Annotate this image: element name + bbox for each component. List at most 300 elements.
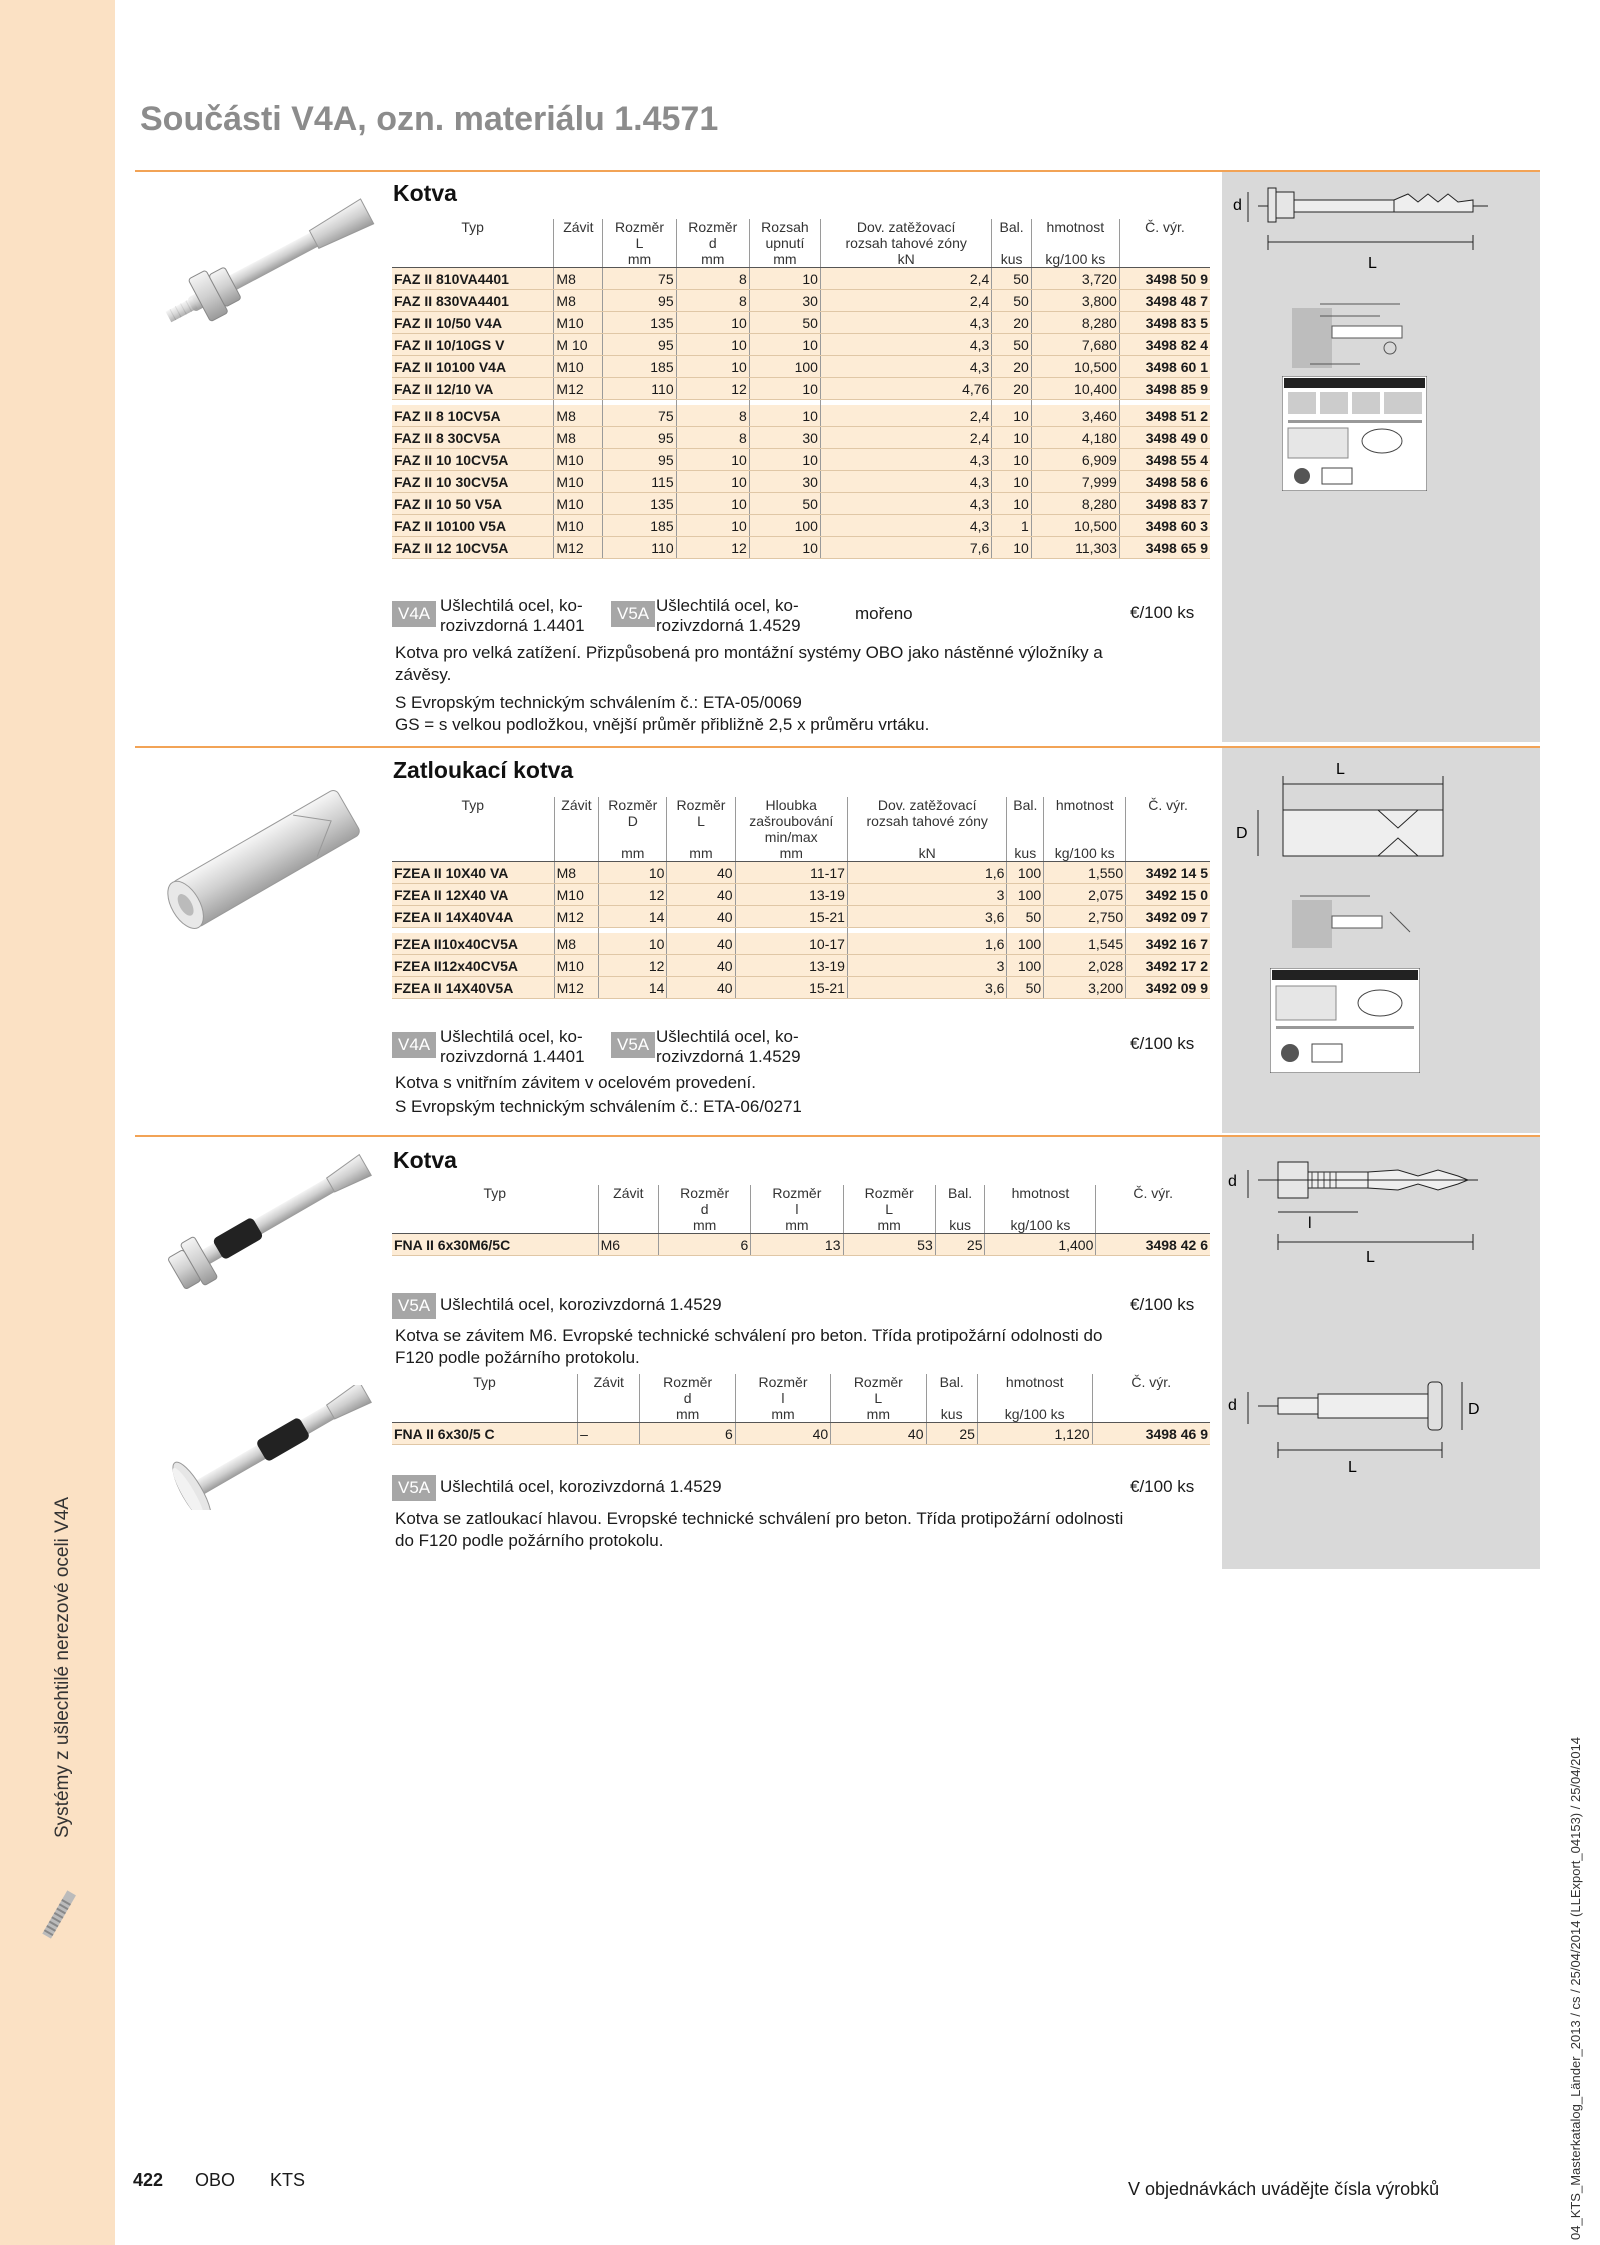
column-header: kg/100 ks (977, 1406, 1092, 1423)
article-number-cell: 3498 42 6 (1096, 1234, 1210, 1256)
value-cell: 1,545 (1044, 933, 1126, 955)
value-cell: 10 (992, 405, 1031, 427)
finish-text: mořeno (855, 604, 913, 623)
description (395, 1508, 1215, 1552)
description-line: F120 podle požárního protokolu. (395, 1348, 640, 1367)
description-line: GS = s velkou podložkou, vnější průměr přibližně 2,5 x průměru vrtáku. (395, 715, 930, 734)
value-cell: 2,4 (820, 405, 991, 427)
description-line: Kotva pro velká zatížení. Přizpůsobená pro montážní systémy OBO jako nástěnné výložníky a (395, 643, 1103, 662)
value-cell: 10 (992, 449, 1031, 471)
value-cell: 8 (676, 268, 749, 290)
value-cell: 10 (992, 471, 1031, 493)
column-header: Závit (554, 797, 599, 813)
value-cell: 8 (676, 405, 749, 427)
value-cell: 40 (667, 862, 735, 884)
column-header: Závit (578, 1374, 640, 1390)
column-header: Bal. (935, 1185, 985, 1201)
product-table (392, 219, 1210, 559)
value-cell: 2,4 (820, 427, 991, 449)
column-header: l (735, 1390, 830, 1406)
value-cell: 20 (992, 312, 1031, 334)
material-badge: V5A (611, 601, 655, 627)
value-cell: 1,550 (1044, 862, 1126, 884)
column-header (554, 845, 599, 862)
value-cell: 7,999 (1031, 471, 1119, 493)
product-table (392, 1374, 1210, 1445)
value-cell: 100 (749, 515, 820, 537)
value-cell: 8,280 (1031, 312, 1119, 334)
type-cell: FAZ II 810VA4401 (392, 268, 554, 290)
table-row (392, 334, 1210, 356)
column-header: mm (843, 1217, 935, 1234)
article-number-cell: 3498 65 9 (1119, 537, 1210, 559)
section-title: Kotva (393, 1147, 457, 1173)
column-header: rozsah tahové zóny (820, 235, 991, 251)
column-header: L (603, 235, 676, 251)
table-header-row (392, 1390, 1210, 1406)
article-number-cell: 3492 15 0 (1126, 884, 1210, 906)
value-cell: 10 (992, 493, 1031, 515)
column-header (1092, 1390, 1210, 1406)
value-cell: 6 (640, 1423, 735, 1445)
table-row (392, 933, 1210, 955)
value-cell: 10 (676, 471, 749, 493)
value-cell: 95 (603, 449, 676, 471)
price-unit: €/100 ks (1130, 1295, 1195, 1314)
dimension-l-label: l (1308, 1215, 1312, 1232)
column-header: Typ (392, 1185, 598, 1201)
column-header: mm (749, 251, 820, 268)
value-cell: 50 (749, 493, 820, 515)
value-cell: M8 (554, 268, 603, 290)
dimension-drawing (1228, 180, 1528, 280)
column-header: Bal. (1007, 797, 1044, 813)
table-row (392, 884, 1210, 906)
column-header: mm (735, 845, 847, 862)
type-cell: FAZ II 10/50 V4A (392, 312, 554, 334)
table-header-row (392, 1201, 1210, 1217)
value-cell: 10 (749, 268, 820, 290)
material-badge: V5A (392, 1293, 436, 1319)
anchor-product-image (150, 195, 390, 330)
table-row (392, 290, 1210, 312)
column-header: mm (640, 1406, 735, 1423)
description-line: S Evropským technickým schválením č.: ETA-05/0069 (395, 693, 802, 712)
column-header: hmotnost (1044, 797, 1126, 813)
value-cell: 2,028 (1044, 955, 1126, 977)
value-cell: 40 (667, 906, 735, 928)
value-cell: 14 (599, 977, 667, 999)
value-cell: 14 (599, 906, 667, 928)
dimension-drawing (1228, 758, 1528, 878)
value-cell: 13-19 (735, 884, 847, 906)
footer-code: KTS (270, 2170, 306, 2190)
material-text: Ušlechtilá ocel, korozivzdorná 1.4529 (440, 1295, 722, 1314)
dimension-drawing (1228, 1150, 1528, 1270)
material-badge: V5A (611, 1032, 655, 1058)
column-header (1007, 813, 1044, 829)
value-cell: 1,6 (847, 933, 1007, 955)
material-badge: V5A (392, 1475, 436, 1501)
value-cell: M10 (554, 955, 599, 977)
installation-sketch (1290, 892, 1420, 952)
value-cell: 3,6 (847, 977, 1007, 999)
table-row (392, 268, 1210, 290)
value-cell: 50 (992, 290, 1031, 312)
type-cell: FNA II 6x30M6/5C (392, 1234, 598, 1256)
column-header: D (599, 813, 667, 829)
value-cell: M6 (598, 1234, 658, 1256)
column-header (1044, 829, 1126, 845)
value-cell: 40 (667, 933, 735, 955)
type-cell: FZEA II 14X40V5A (392, 977, 554, 999)
type-cell: FAZ II 12 10CV5A (392, 537, 554, 559)
column-header: Typ (392, 219, 554, 235)
article-number-cell: 3492 16 7 (1126, 933, 1210, 955)
value-cell: 7,6 (820, 537, 991, 559)
value-cell: M 10 (554, 334, 603, 356)
column-header (578, 1406, 640, 1423)
column-header: Závit (554, 219, 603, 235)
column-header: Dov. zatěžovací (847, 797, 1007, 813)
column-header (392, 251, 554, 268)
approval-label (1270, 968, 1420, 1073)
footer-note: V objednávkách uvádějte čísla výrobků (1128, 2179, 1440, 2199)
column-header: Č. výr. (1131, 1374, 1172, 1390)
column-header: Typ (392, 797, 554, 813)
article-number-cell: 3498 51 2 (1119, 405, 1210, 427)
value-cell: 10 (749, 537, 820, 559)
installation-sketch (1290, 298, 1420, 370)
product-table (392, 1185, 1210, 1256)
column-header: L (831, 1390, 926, 1406)
column-header: kN (820, 251, 991, 268)
material-line: Ušlechtilá ocel, ko- (656, 1027, 799, 1046)
column-header (847, 829, 1007, 845)
column-header: Č. výr. (1148, 797, 1188, 813)
column-header: Rozměr (751, 1185, 843, 1201)
column-header (1044, 813, 1126, 829)
value-cell: 4,3 (820, 449, 991, 471)
value-cell: 75 (603, 405, 676, 427)
value-cell: 4,3 (820, 515, 991, 537)
value-cell: M10 (554, 312, 603, 334)
column-header (392, 1217, 598, 1234)
column-header (392, 1406, 578, 1423)
value-cell: 75 (603, 268, 676, 290)
article-number-cell: 3498 58 6 (1119, 471, 1210, 493)
value-cell: 25 (926, 1423, 977, 1445)
column-header: Rozměr (659, 1185, 751, 1201)
value-cell: 10 (992, 537, 1031, 559)
section-title: Kotva (393, 180, 457, 206)
column-header: Bal. (926, 1374, 977, 1390)
column-header: mm (831, 1406, 926, 1423)
value-cell: 12 (599, 884, 667, 906)
column-header: Č. výr. (1133, 1185, 1174, 1201)
value-cell: 3,800 (1031, 290, 1119, 312)
value-cell: 1,6 (847, 862, 1007, 884)
dimension-L-label: L (1348, 1459, 1357, 1476)
value-cell: 95 (603, 334, 676, 356)
table-row (392, 537, 1210, 559)
value-cell: 10 (749, 378, 820, 400)
description (395, 642, 1195, 736)
value-cell: 50 (992, 268, 1031, 290)
value-cell: 6 (659, 1234, 751, 1256)
column-header (985, 1201, 1096, 1217)
table-row (392, 427, 1210, 449)
material-text: Ušlechtilá ocel, korozivzdorná 1.4529 (440, 1477, 722, 1496)
article-number-cell: 3498 50 9 (1119, 268, 1210, 290)
value-cell: M10 (554, 493, 603, 515)
value-cell: 115 (603, 471, 676, 493)
column-header: rozsah tahové zóny (847, 813, 1007, 829)
column-header (1031, 235, 1119, 251)
value-cell: 15-21 (735, 977, 847, 999)
value-cell: 50 (749, 312, 820, 334)
column-header: Rozměr (667, 797, 735, 813)
table-header-row (392, 1217, 1210, 1234)
value-cell: 4,3 (820, 493, 991, 515)
table-row (392, 405, 1210, 427)
value-cell: 10 (676, 515, 749, 537)
page-number: 422 (133, 2170, 164, 2190)
dimension-D-label: D (1468, 1401, 1480, 1418)
value-cell: 1,120 (977, 1423, 1092, 1445)
value-cell: 10 (749, 405, 820, 427)
type-cell: FZEA II 12X40 VA (392, 884, 554, 906)
column-header: kN (847, 845, 1007, 862)
anchor-product-image (150, 1150, 390, 1290)
column-header: l (751, 1201, 843, 1217)
value-cell: M10 (554, 884, 599, 906)
value-cell: 10 (599, 862, 667, 884)
value-cell: 10 (676, 356, 749, 378)
material-text (440, 1027, 585, 1067)
article-number-cell: 3498 83 5 (1119, 312, 1210, 334)
column-header: Závit (598, 1185, 658, 1201)
material-line: rozivzdorná 1.4529 (656, 1047, 801, 1066)
price-unit: €/100 ks (1130, 603, 1195, 622)
value-cell: 95 (603, 427, 676, 449)
column-header: d (659, 1201, 751, 1217)
value-cell: 20 (992, 356, 1031, 378)
type-cell: FZEA II 10X40 VA (392, 862, 554, 884)
column-header: Rozměr (843, 1185, 935, 1201)
article-number-cell: 3498 55 4 (1119, 449, 1210, 471)
column-header: Hloubka (735, 797, 847, 813)
value-cell: 110 (603, 378, 676, 400)
material-line: rozivzdorná 1.4529 (656, 616, 801, 635)
value-cell: 8 (676, 290, 749, 312)
column-header: Rozměr (640, 1374, 735, 1390)
column-header: Bal. (992, 219, 1031, 235)
dimension-L-label: L (1366, 1249, 1375, 1266)
value-cell: 40 (831, 1423, 926, 1445)
article-number-cell: 3492 14 5 (1126, 862, 1210, 884)
value-cell: 2,4 (820, 290, 991, 312)
value-cell: 40 (667, 884, 735, 906)
value-cell: M12 (554, 977, 599, 999)
value-cell: 10,500 (1031, 515, 1119, 537)
value-cell: 185 (603, 356, 676, 378)
column-header: Rozměr (735, 1374, 830, 1390)
column-header (926, 1390, 977, 1406)
value-cell: M10 (554, 515, 603, 537)
value-cell: 4,3 (820, 471, 991, 493)
column-header (599, 829, 667, 845)
value-cell: 3 (847, 955, 1007, 977)
column-header (667, 829, 735, 845)
value-cell: M8 (554, 427, 603, 449)
value-cell: 50 (992, 334, 1031, 356)
table-row (392, 449, 1210, 471)
value-cell: 4,180 (1031, 427, 1119, 449)
column-header (578, 1390, 640, 1406)
table-row (392, 955, 1210, 977)
description-line: Kotva se zatloukací hlavou. Evropské technické schválení pro beton. Třída protipožární odolnosti (395, 1509, 1124, 1528)
value-cell: 40 (735, 1423, 830, 1445)
column-header (392, 845, 554, 862)
column-header: mm (735, 1406, 830, 1423)
value-cell: 100 (1007, 884, 1044, 906)
column-header: mm (659, 1217, 751, 1234)
value-cell: M8 (554, 933, 599, 955)
value-cell: 3,200 (1044, 977, 1126, 999)
column-header: mm (676, 251, 749, 268)
value-cell: M8 (554, 290, 603, 312)
value-cell: 3,720 (1031, 268, 1119, 290)
material-line: rozivzdorná 1.4401 (440, 616, 585, 635)
material-badge: V4A (392, 601, 436, 627)
value-cell: 110 (603, 537, 676, 559)
material-line: Ušlechtilá ocel, ko- (656, 596, 799, 615)
value-cell: 20 (992, 378, 1031, 400)
value-cell: 3,6 (847, 906, 1007, 928)
value-cell: 13 (751, 1234, 843, 1256)
value-cell: M12 (554, 378, 603, 400)
dimension-drawing (1228, 1380, 1528, 1490)
description-line: S Evropským technickým schválením č.: ETA-06/0271 (395, 1097, 802, 1116)
value-cell: 25 (935, 1234, 985, 1256)
column-header (1126, 845, 1210, 862)
dimension-d-label: d (1228, 1397, 1237, 1414)
column-header (1126, 829, 1210, 845)
value-cell: 2,750 (1044, 906, 1126, 928)
type-cell: FAZ II 10/10GS V (392, 334, 554, 356)
column-header: Rozměr (603, 219, 676, 235)
description (395, 1072, 1195, 1118)
column-header (1096, 1201, 1210, 1217)
column-header: mm (599, 845, 667, 862)
table-row (392, 977, 1210, 999)
value-cell: 50 (1007, 906, 1044, 928)
value-cell: 135 (603, 493, 676, 515)
table-row (392, 471, 1210, 493)
article-number-cell: 3492 09 7 (1126, 906, 1210, 928)
value-cell: 30 (749, 290, 820, 312)
column-header: kus (935, 1217, 985, 1234)
column-header: L (843, 1201, 935, 1217)
article-number-cell: 3498 46 9 (1092, 1423, 1210, 1445)
column-header (392, 1390, 578, 1406)
value-cell: 10 (749, 334, 820, 356)
side-caption: Systémy z ušlechtilé nerezové oceli V4A (52, 1496, 73, 1838)
value-cell: 10 (992, 427, 1031, 449)
material-text (656, 1027, 801, 1067)
value-cell: 12 (676, 378, 749, 400)
value-cell: 11-17 (735, 862, 847, 884)
table-row (392, 906, 1210, 928)
value-cell: 4,3 (820, 334, 991, 356)
value-cell: 10-17 (735, 933, 847, 955)
value-cell: 30 (749, 471, 820, 493)
section-title: Zatloukací kotva (393, 757, 574, 783)
value-cell: 7,680 (1031, 334, 1119, 356)
price-unit: €/100 ks (1130, 1034, 1195, 1053)
column-header (392, 1201, 598, 1217)
column-header: kg/100 ks (1044, 845, 1126, 862)
article-number-cell: 3498 82 4 (1119, 334, 1210, 356)
table-header-row (392, 1185, 1210, 1201)
material-badge: V4A (392, 1032, 436, 1058)
table-header-row (392, 797, 1210, 813)
dimension-D-label: D (1236, 825, 1248, 842)
value-cell: M10 (554, 449, 603, 471)
column-header (554, 829, 599, 845)
column-header: Č. výr. (1145, 219, 1185, 235)
value-cell: 135 (603, 312, 676, 334)
value-cell: 1,400 (985, 1234, 1096, 1256)
value-cell: M10 (554, 356, 603, 378)
type-cell: FAZ II 8 10CV5A (392, 405, 554, 427)
column-header: kus (926, 1406, 977, 1423)
footer-brand: OBO (195, 2170, 236, 2190)
table-row (392, 1234, 1210, 1256)
column-header (935, 1201, 985, 1217)
column-header: kus (1007, 845, 1044, 862)
column-header: kg/100 ks (1031, 251, 1119, 268)
column-header: Rozměr (599, 797, 667, 813)
material-line: rozivzdorná 1.4401 (440, 1047, 585, 1066)
value-cell: 12 (599, 955, 667, 977)
column-header: mm (603, 251, 676, 268)
value-cell: – (578, 1423, 640, 1445)
column-header: zašroubování (735, 813, 847, 829)
column-header: Rozsah (749, 219, 820, 235)
article-number-cell: 3492 17 2 (1126, 955, 1210, 977)
type-cell: FZEA II 14X40V4A (392, 906, 554, 928)
value-cell: 11,303 (1031, 537, 1119, 559)
column-header (992, 235, 1031, 251)
material-text (656, 596, 801, 636)
table-row (392, 356, 1210, 378)
table-row (392, 515, 1210, 537)
column-header (554, 813, 599, 829)
type-cell: FAZ II 10 50 V5A (392, 493, 554, 515)
product-table (392, 797, 1210, 999)
table-header-row (392, 845, 1210, 862)
value-cell: 10 (749, 449, 820, 471)
article-number-cell: 3498 48 7 (1119, 290, 1210, 312)
column-header: hmotnost (977, 1374, 1092, 1390)
value-cell: 4,3 (820, 312, 991, 334)
type-cell: FNA II 6x30/5 C (392, 1423, 578, 1445)
value-cell: 1 (992, 515, 1031, 537)
article-number-cell: 3498 49 0 (1119, 427, 1210, 449)
table-row (392, 312, 1210, 334)
